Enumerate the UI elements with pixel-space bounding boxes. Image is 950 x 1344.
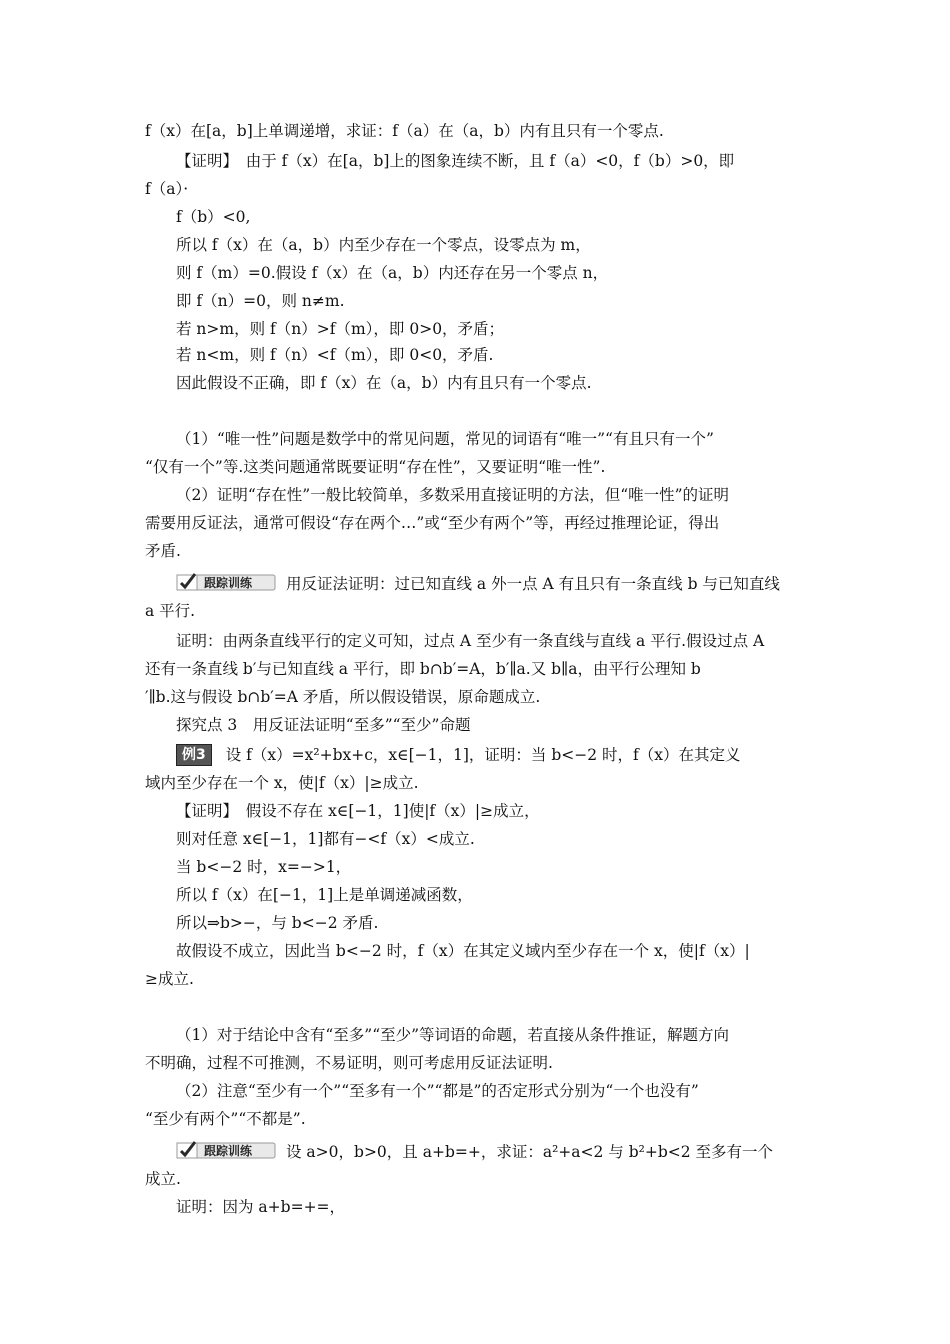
training-line	[176, 1140, 773, 1166]
text-line: f（b）<0,	[176, 208, 251, 226]
example-text: 设 f（x）=x²+bx+c，x∈[−1，1]，证明：当 b<−2 时，f（x）在其定义	[225, 746, 741, 764]
text-line: 即 f（n）=0，则 n≠m.	[176, 292, 345, 310]
proof-line: 【证明】 假设不存在 x∈[−1，1]使|f（x）|≥成立，	[176, 802, 540, 820]
text-line: 成立.	[145, 1170, 181, 1188]
training-text: 设 a>0，b>0，且 a+b=+，求证：a²+a<2 与 b²+b<2 至多有一个	[286, 1143, 774, 1161]
section-heading: 探究点 3 用反证法证明“至多”“至少”命题	[176, 716, 471, 734]
text-line: 则对任意 x∈[−1，1]都有−<f（x）<成立.	[176, 830, 475, 848]
training-badge-label: 跟踪训练	[204, 1144, 253, 1158]
text-line: 证明：因为 a+b=+=，	[176, 1198, 346, 1216]
text-line: 域内至少存在一个 x，使|f（x）|≥成立.	[145, 774, 419, 792]
text-line: 所以⇒b>−，与 b<−2 矛盾.	[176, 914, 379, 932]
text-line: a 平行.	[145, 602, 196, 620]
note-line: （2）注意“至少有一个”“至多有一个”“都是”的否定形式分别为“一个也没有”	[176, 1082, 699, 1100]
note-line: （1）对于结论中含有“至多”“至少”等词语的命题，若直接从条件推证，解题方向	[176, 1026, 730, 1044]
proof-line: 【证明】 由于 f（x）在[a，b]上的图象连续不断，且 f（a）<0，f（b）>0，即	[176, 152, 735, 170]
text-line: 因此假设不正确，即 f（x）在（a，b）内有且只有一个零点.	[176, 374, 592, 392]
training-line	[176, 572, 780, 598]
note-line: （1）“唯一性”问题是数学中的常见问题，常见的词语有“唯一”“有且只有一个”	[176, 430, 714, 448]
training-badge-label: 跟踪训练	[204, 576, 253, 590]
text-line: 证明：由两条直线平行的定义可知，过点 A 至少有一条直线与直线 a 平行.假设过点 A	[176, 632, 765, 650]
note-line: 不明确，过程不可推测，不易证明，则可考虑用反证法证明.	[145, 1054, 553, 1072]
training-badge	[176, 1140, 276, 1166]
text-line: ≥成立.	[145, 970, 194, 988]
text-line: 若 n>m，则 f（n）>f（m），即 0>0，矛盾；	[176, 320, 505, 338]
text-line: 故假设不成立，因此当 b<−2 时，f（x）在其定义域内至少存在一个 x，使|f（x）|	[176, 942, 750, 960]
note-line: “至少有两个”“不都是”.	[145, 1110, 306, 1128]
note-line: “仅有一个”等.这类问题通常既要证明“存在性”，又要证明“唯一性”.	[145, 458, 606, 476]
text-line: 当 b<−2 时，x=−>1，	[176, 858, 352, 876]
example-line	[176, 744, 741, 766]
example-badge: 例3	[176, 744, 212, 766]
text-line: ′∥b.这与假设 b∩b′=A 矛盾，所以假设错误，原命题成立.	[145, 688, 541, 706]
note-line: 矛盾.	[145, 542, 181, 560]
text-line: 还有一条直线 b′与已知直线 a 平行，即 b∩b′=A，b′∥a.又 b∥a，由平行公理知 b	[145, 660, 701, 678]
text-line: 若 n<m，则 f（n）<f（m），即 0<0，矛盾.	[176, 346, 494, 364]
note-line: （2）证明“存在性”一般比较简单，多数采用直接证明的方法，但“唯一性”的证明	[176, 486, 730, 504]
text-line: f（x）在[a，b]上单调递增，求证：f（a）在（a，b）内有且只有一个零点.	[145, 122, 664, 140]
text-line: 所以 f（x）在（a，b）内至少存在一个零点，设零点为 m，	[176, 236, 591, 254]
text-line: f（a）·	[145, 180, 189, 198]
text-line: 所以 f（x）在[−1，1]上是单调递减函数，	[176, 886, 473, 904]
training-text: 用反证法证明：过已知直线 a 外一点 A 有且只有一条直线 b 与已知直线	[286, 575, 780, 593]
text-line: 则 f（m）=0.假设 f（x）在（a，b）内还存在另一个零点 n，	[176, 264, 609, 282]
training-badge	[176, 572, 276, 598]
note-line: 需要用反证法，通常可假设“存在两个…”或“至少有两个”等，再经过推理论证，得出	[145, 514, 720, 532]
